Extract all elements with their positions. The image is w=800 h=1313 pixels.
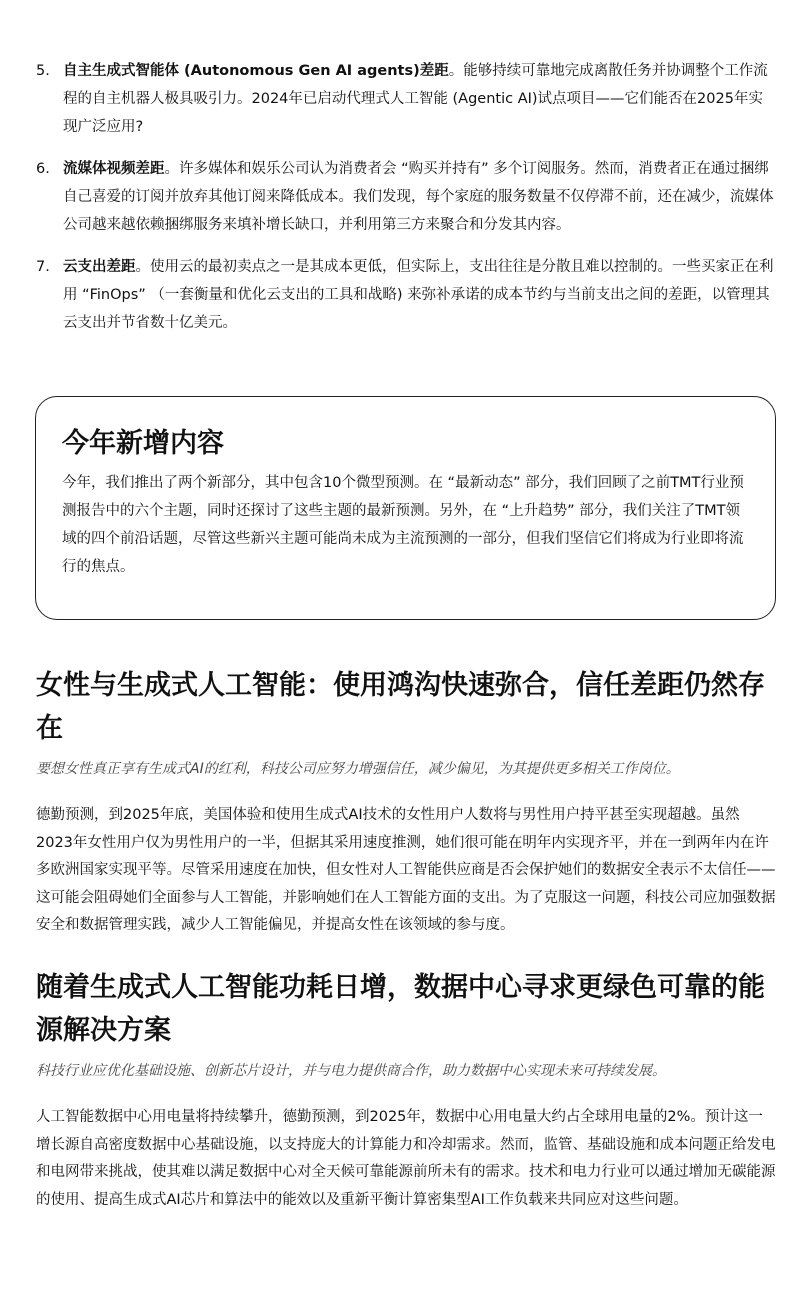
callout-body: 今年，我们推出了两个新部分，其中包含10个微型预测。在 “最新动态” 部分，我们回顾了之前TMT行业预测报告中的六个主题，同时还探讨了这些主题的最新预测。另外，在 “上升趋势” 部分，我们关注了TMT领域的四个前沿话题，尽管这些新兴主题可能尚未成为主流预测的一部分，但我们坚信它们将成为行业即将流行的焦点。 [62,475,744,575]
section-subtitle-women-genai: 要想女性真正享有生成式AI的红利，科技公司应努力增强信任，减少偏见，为其提供更多相关工作岗位。 [36,761,680,777]
whats-new-callout [35,396,776,620]
numbered-list [36,57,776,337]
list-item [36,155,776,239]
section-body-datacenter: 人工智能数据中心用电量将持续攀升，德勤预测，到2025年，数据中心用电量大约占全球用电量的2%。预计这一增长源自高密度数据中心基础设施，以支持庞大的计算能力和冷却需求。然而，监管、基础设施和成本问题正给发电和电网带来挑战，使其难以满足数据中心对全天候可靠能源前所未有的需求。技术和电力行业可以通过增加无碳能源的使用、提高生成式AI芯片和算法中的能效以及重新平衡计算密集型AI工作负载来共同应对这些问题。 [36,1109,776,1208]
list-number: 7. [36,259,50,275]
list-item-text [63,155,776,239]
list-item-title: 自主生成式智能体 (Autonomous Gen AI agents)差距 [63,63,449,79]
list-item-text [63,57,776,141]
list-item-title: 云支出差距 [63,259,136,275]
section-heading-datacenter: 随着生成式人工智能功耗日增，数据中心寻求更绿色可靠的能源解决方案 [36,972,765,1046]
section-heading-women-genai: 女性与生成式人工智能：使用鸿沟快速弥合，信任差距仍然存在 [36,670,765,744]
list-item-body: 。许多媒体和娱乐公司认为消费者会 “购买并持有” 多个订阅服务。然而，消费者正在通过捆绑自己喜爱的订阅并放弃其他订阅来降低成本。我们发现，每个家庭的服务数量不仅停滞不前，还在减少，流媒体公司越来越依赖捆绑服务来填补增长缺口，并利用第三方来聚合和分发其内容。 [63,161,774,233]
list-item-text [63,253,776,337]
list-item-body: 。能够持续可靠地完成离散任务并协调整个工作流程的自主机器人极具吸引力。2024年已启动代理式人工智能 (Agentic AI)试点项目——它们能否在2025年实现广泛应用? [63,63,768,135]
list-number: 5. [36,63,50,79]
list-item [36,57,776,141]
list-item-title: 流媒体视频差距 [63,161,165,177]
list-item-body: 。使用云的最初卖点之一是其成本更低，但实际上，支出往往是分散且难以控制的。一些买家正在利用 “FinOps” （一套衡量和优化云支出的工具和战略) 来弥补承诺的成本节约与当前支出之间的差距，以管理其云支出并节省数十亿美元。 [63,259,774,331]
section-body-women-genai: 德勤预测，到2025年底，美国体验和使用生成式AI技术的女性用户人数将与男性用户持平甚至实现超越。虽然2023年女性用户仅为男性用户的一半，但据其采用速度推测，她们很可能在明年内实现齐平，并在一到两年内在许多欧洲国家实现平等。尽管采用速度在加快，但女性对人工智能供应商是否会保护她们的数据安全表示不太信任——这可能会阻碍她们全面参与人工智能，并影响她们在人工智能方面的支出。为了克服这一问题，科技公司应加强数据安全和数据管理实践，减少人工智能偏见，并提高女性在该领域的参与度。 [36,807,776,933]
list-number: 6. [36,161,50,177]
callout-title: 今年新增内容 [62,428,224,459]
list-item [36,253,776,337]
section-subtitle-datacenter: 科技行业应优化基础设施、创新芯片设计，并与电力提供商合作，助力数据中心实现未来可持续发展。 [36,1063,666,1079]
